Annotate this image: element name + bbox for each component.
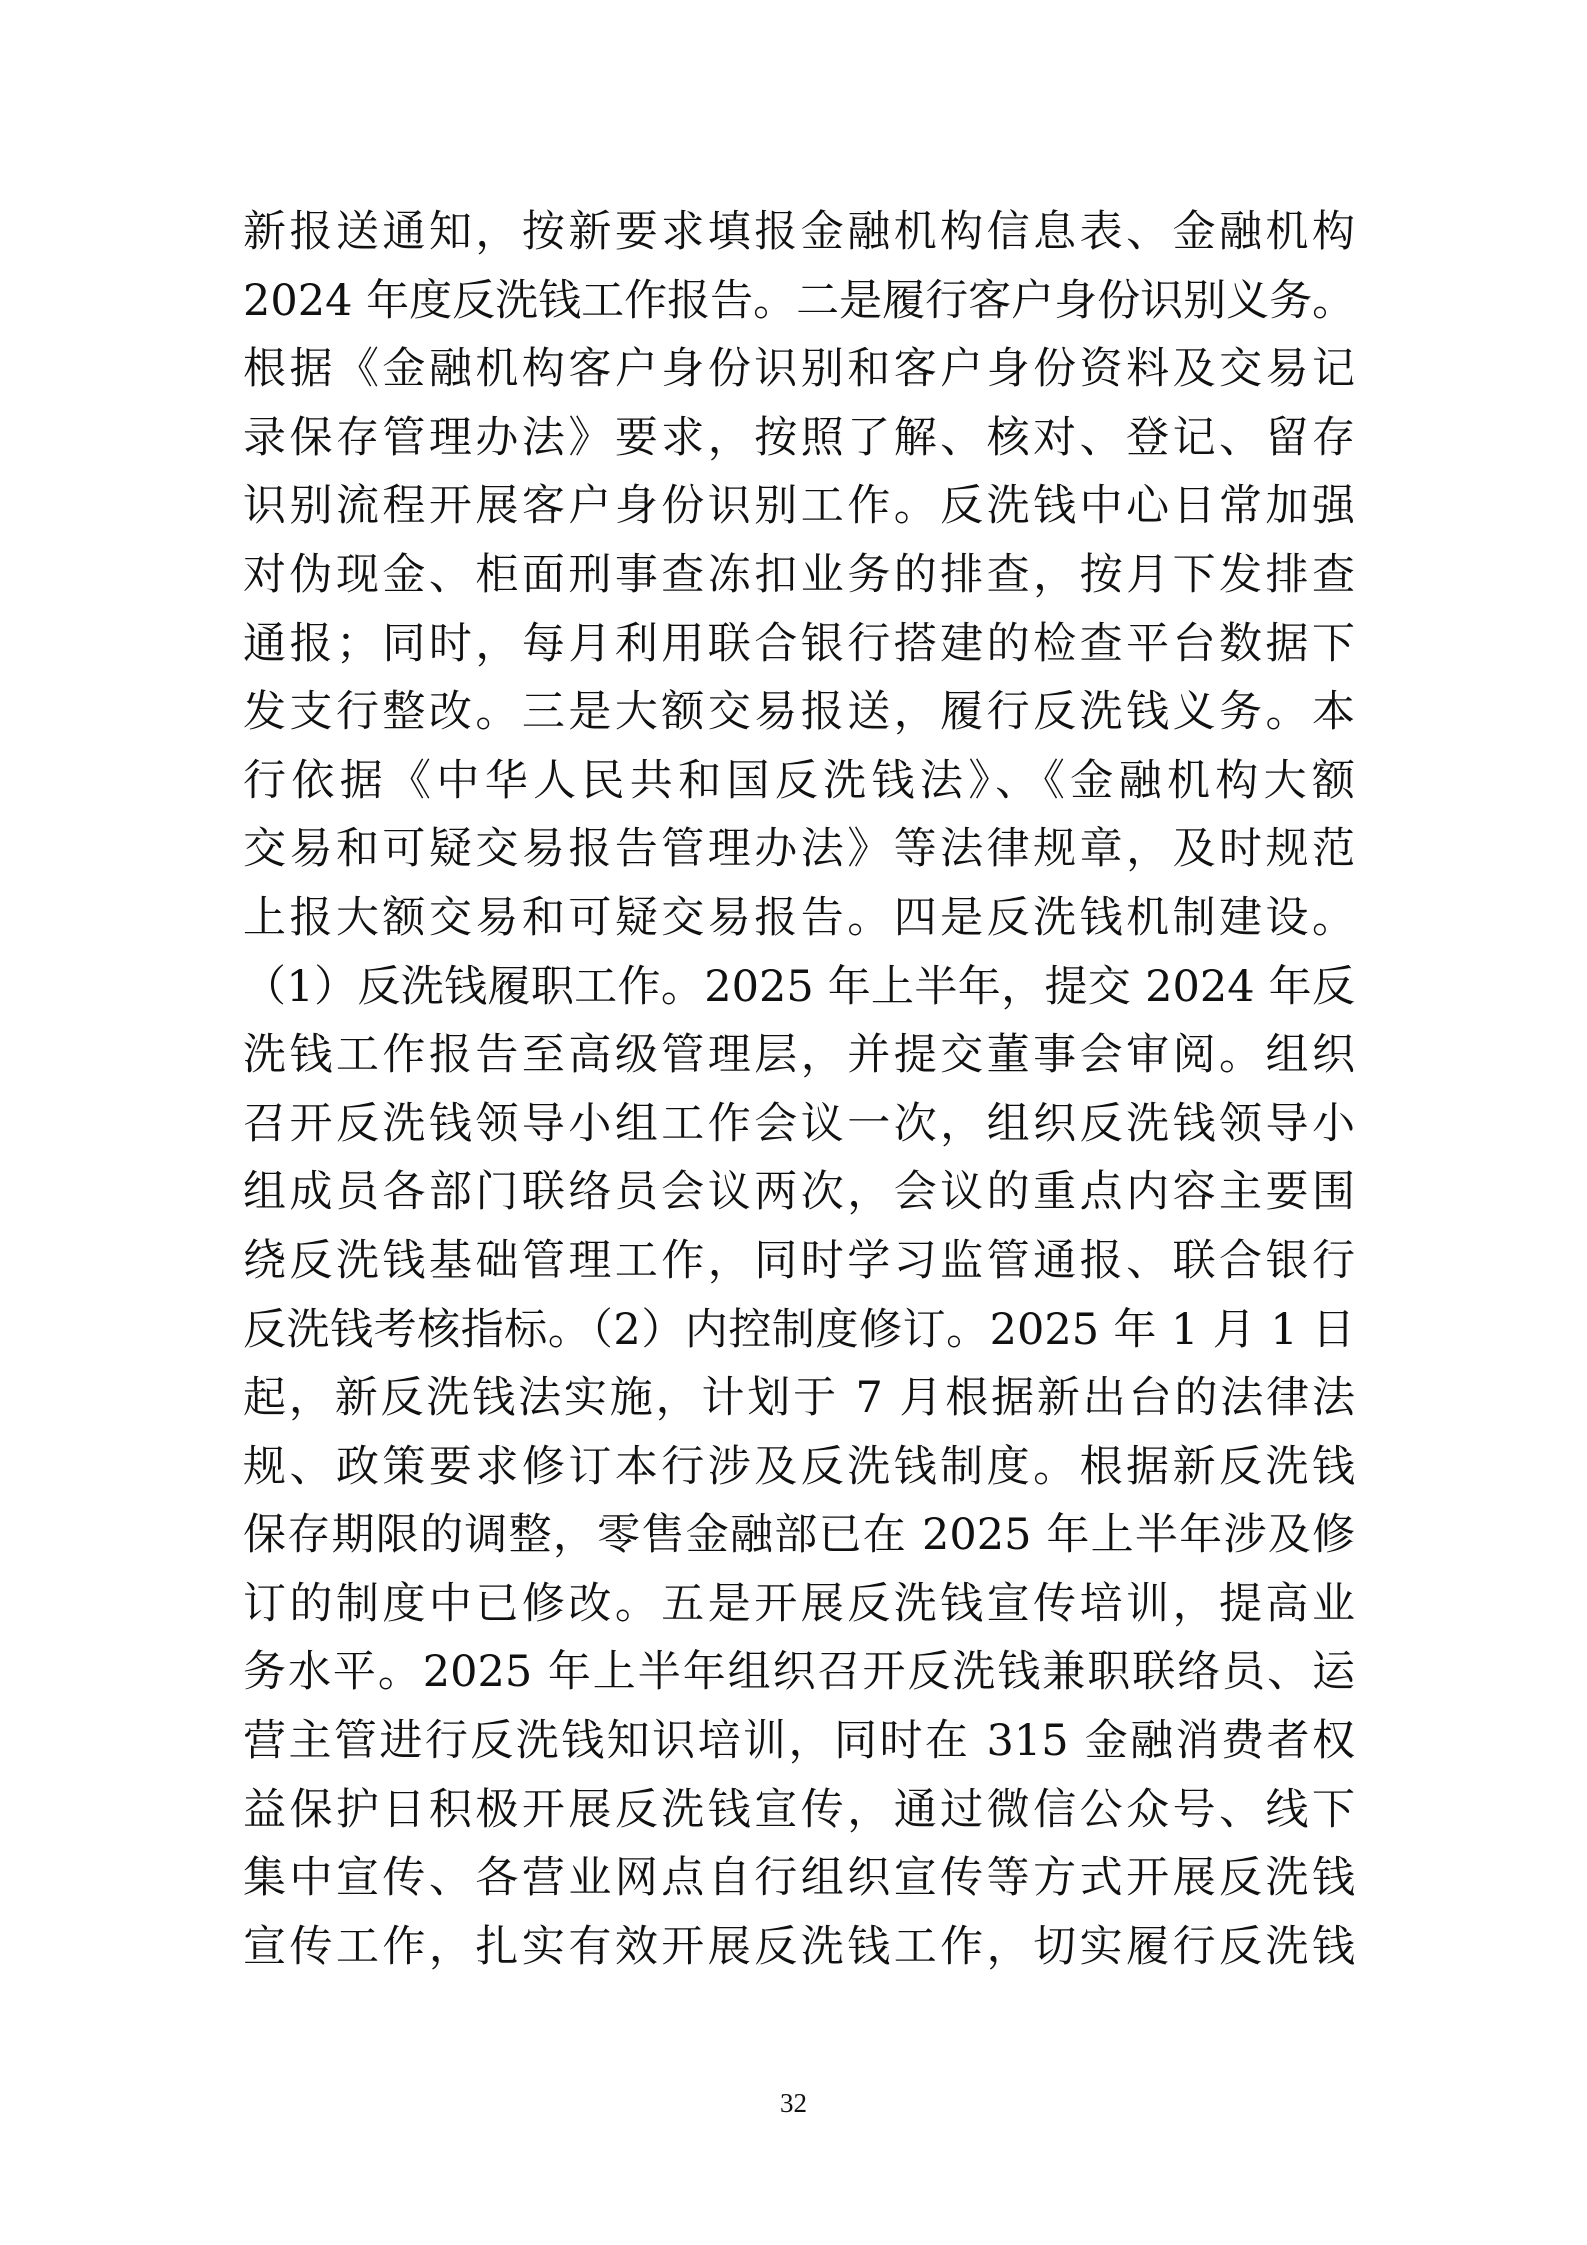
text-line: 识别流程开展客户身份识别工作。反洗钱中心日常加强 — [243, 481, 1355, 532]
text-line: （1）反洗钱履职工作。2025 年上半年，提交 2024 年反 — [243, 961, 1355, 1012]
text-line: 根据《金融机构客户身份识别和客户身份资料及交易记 — [243, 344, 1355, 395]
text-line: 宣传工作，扎实有效开展反洗钱工作，切实履行反洗钱 — [243, 1921, 1355, 1972]
text-line: 录保存管理办法》要求，按照了解、核对、登记、留存 — [243, 412, 1355, 463]
text-line: 反洗钱考核指标。（2）内控制度修订。2025 年 1 月 1 日 — [243, 1304, 1355, 1355]
text-line: 2024 年度反洗钱工作报告。二是履行客户身份识别义务。 — [243, 275, 1355, 326]
text-line: 营主管进行反洗钱知识培训，同时在 315 金融消费者权 — [243, 1716, 1355, 1767]
text-line: 交易和可疑交易报告管理办法》等法律规章，及时规范 — [243, 824, 1355, 875]
text-line: 起，新反洗钱法实施，计划于 7 月根据新出台的法律法 — [243, 1373, 1355, 1424]
text-line: 绕反洗钱基础管理工作，同时学习监管通报、联合银行 — [243, 1235, 1355, 1286]
text-line: 规、政策要求修订本行涉及反洗钱制度。根据新反洗钱 — [243, 1441, 1355, 1492]
text-line: 务水平。2025 年上半年组织召开反洗钱兼职联络员、运 — [243, 1647, 1355, 1698]
text-line: 新报送通知，按新要求填报金融机构信息表、金融机构 — [243, 207, 1355, 257]
text-line: 集中宣传、各营业网点自行组织宣传等方式开展反洗钱 — [243, 1853, 1355, 1904]
text-line: 洗钱工作报告至高级管理层，并提交董事会审阅。组织 — [243, 1030, 1355, 1081]
text-line: 召开反洗钱领导小组工作会议一次，组织反洗钱领导小 — [243, 1098, 1355, 1149]
text-line: 对伪现金、柜面刑事查冻扣业务的排查，按月下发排查 — [243, 549, 1355, 600]
page-number: 32 — [780, 2088, 807, 2118]
text-line: 订的制度中已修改。五是开展反洗钱宣传培训，提高业 — [243, 1578, 1355, 1629]
text-line: 发支行整改。三是大额交易报送，履行反洗钱义务。本 — [243, 687, 1355, 738]
text-line: 保存期限的调整，零售金融部已在 2025 年上半年涉及修 — [243, 1510, 1355, 1561]
text-line: 上报大额交易和可疑交易报告。四是反洗钱机制建设。 — [243, 892, 1355, 943]
text-line: 益保护日积极开展反洗钱宣传，通过微信公众号、线下 — [243, 1784, 1355, 1835]
text-line: 行依据《中华人民共和国反洗钱法》、《金融机构大额 — [243, 755, 1355, 806]
body-paragraph — [243, 198, 1355, 1981]
text-line: 通报；同时，每月利用联合银行搭建的检查平台数据下 — [243, 618, 1355, 669]
text-line: 组成员各部门联络员会议两次，会议的重点内容主要围 — [243, 1167, 1355, 1218]
